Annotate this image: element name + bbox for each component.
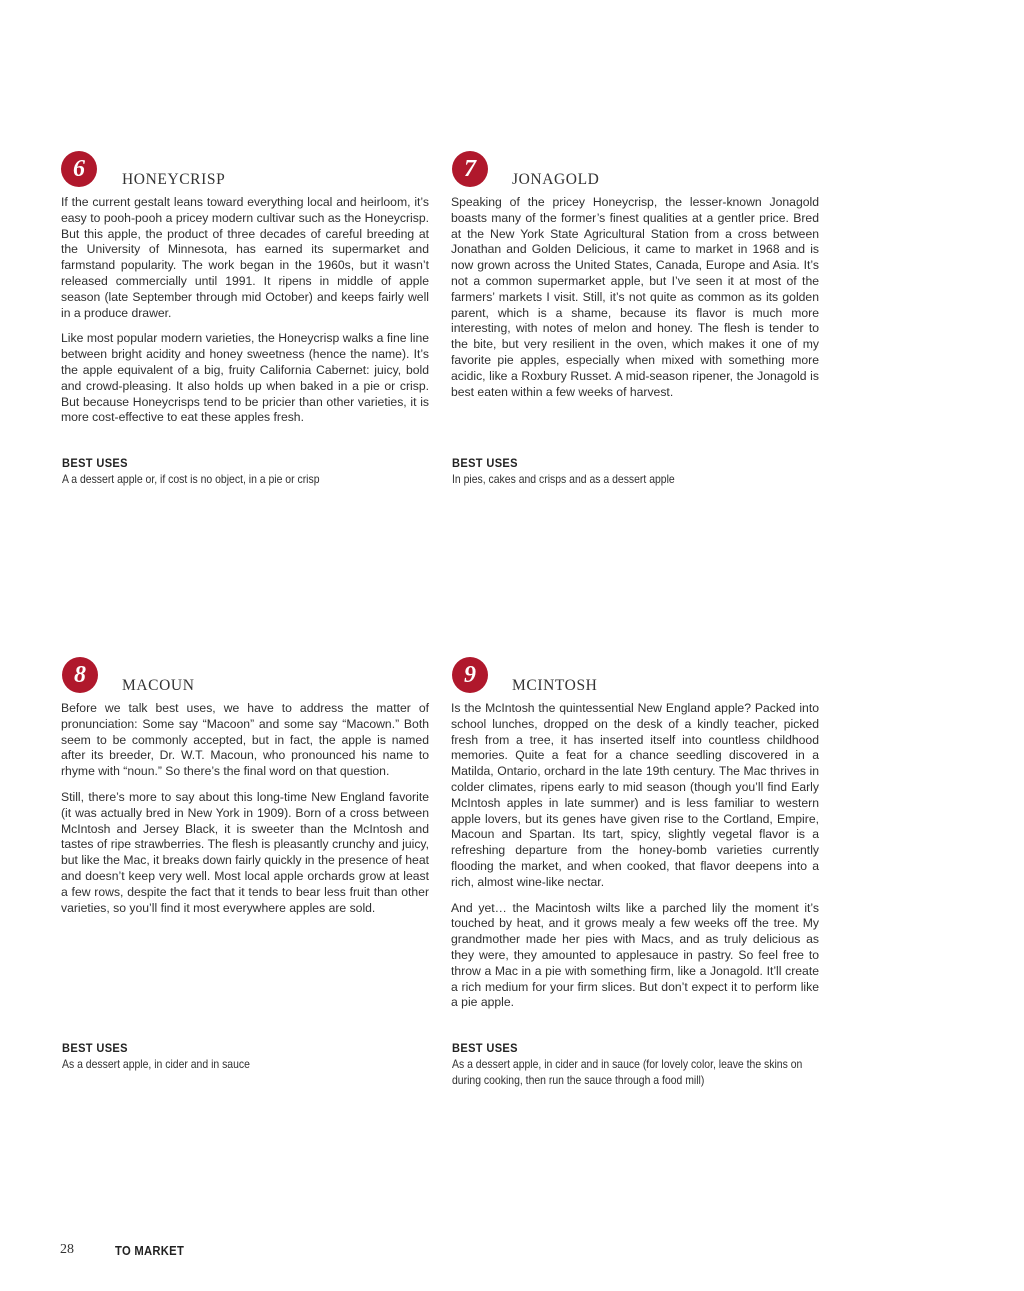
number-badge: 7 [452, 151, 488, 187]
best-uses-heading: BEST USES [62, 456, 128, 470]
best-uses-text: A a dessert apple or, if cost is no object, in a pie or crisp [62, 473, 320, 486]
section-title: TO MARKET [115, 1244, 185, 1258]
paragraph: If the current gestalt leans toward everything local and heirloom, it’s easy to pooh-pooh a pricey modern cultivar such as the Honeycrisp. But this apple, the product of three decades of careful breeding at the University of Minnesota, has earned its supermarket and farmstand popularity. The work began in the 1960s, but it wasn’t released commercially until 1991. It ripens in middle of apple season (late September through mid October) and keeps fairly well in a produce drawer. [61, 195, 429, 320]
entry-body [61, 195, 429, 436]
page-number: 28 [60, 1242, 74, 1257]
best-uses-heading: BEST USES [452, 1041, 518, 1055]
variety-name: HONEYCRISP [122, 171, 226, 188]
paragraph: Is the McIntosh the quintessential New England apple? Packed into school lunches, dropped on the desk of a kindly teacher, picked fresh from a tree, it has inserted itself into countless childhood memories. Quite a feat for a chance seedling discovered in a Matilda, Ontario, orchard in the late 19th century. The Mac thrives in colder climates, ripens early to mid season (though you’ll find Early McIntosh apples in late summer) and is less familiar to western apple lovers, but its genes have given rise to the Cortland, Empire, Macoun and Spartan. Its tart, spicy, slightly vegetal flavor is a refreshing departure from the honey-bomb varieties currently flooding the market, and when cooked, that flavor deepens into a rich, almost wine-like nectar. [451, 701, 819, 889]
best-uses-heading: BEST USES [452, 456, 518, 470]
best-uses-text: As a dessert apple, in cider and in sauce [62, 1058, 250, 1071]
variety-name: MCINTOSH [512, 677, 598, 694]
entry-body [61, 701, 429, 926]
number-badge: 8 [62, 657, 98, 693]
paragraph: Speaking of the pricey Honeycrisp, the lesser-known Jonagold boasts many of the former’s finest qualities at a gentler price. Bred at the New York State Agricultural Station from a cross between Jonathan and Golden Delicious, it came to market in 1968 and is now grown across the United States, Canada, Europe and Asia. It’s not a common supermarket apple, but I’ve seen it at most of the farmers’ markets I visit. Still, it’s not quite as common as its golden parent, which is a shame, because its flavor is much more interesting, with notes of melon and honey. The flesh is tender to the bite, but very resilient in the oven, which makes it one of my favorite pie apples, especially when mixed with something more acidic, like a Roxbury Russet. A mid-season ripener, the Jonagold is best eaten within a few weeks of harvest. [451, 195, 819, 399]
paragraph: And yet… the Macintosh wilts like a parched lily the moment it’s touched by heat, and it grows mealy a few weeks off the tree. My grandmother made her pies with Macs, and as truly delicious as they were, they amounted to applesauce in pastry. So feel free to throw a Mac in a pie with something firm, like a Jonagold. It’ll create a rich medium for your firm slices. But don’t expect it to perform like a pie apple. [451, 900, 819, 1010]
paragraph: Like most popular modern varieties, the Honeycrisp walks a fine line between bright acidity and honey sweetness (hence the name). It’s the apple equivalent of a big, fruity California Cabernet: juicy, bold and crowd-pleasing. It also holds up when baked in a pie or crisp. But because Honeycrisps tend to be pricier than other varieties, it is more cost-effective to eat these apples fresh. [61, 331, 429, 425]
entry-body [451, 701, 819, 1021]
number-badge: 9 [452, 657, 488, 693]
variety-name: MACOUN [122, 677, 195, 694]
entry-body [451, 195, 819, 410]
number-badge: 6 [61, 151, 97, 187]
best-uses-text: In pies, cakes and crisps and as a dessert apple [452, 473, 675, 486]
best-uses-text: As a dessert apple, in cider and in sauce (for lovely color, leave the skins on during cooking, then run the sauce through a food mill) [452, 1058, 803, 1087]
variety-name: JONAGOLD [512, 171, 600, 188]
paragraph: Still, there’s more to say about this long-time New England favorite (it was actually bred in New York in 1909). Born of a cross between McIntosh and Jersey Black, it is sweeter than the McIntosh and tastes of ripe strawberries. The flesh is pleasantly crunchy and juicy, but like the Mac, it breaks down fairly quickly in the presence of heat and doesn’t keep very well. Most local apple orchards grow at least a few rows, despite the fact that it tends to bear less fruit than other varieties, so you’ll find it most everywhere apples are sold. [61, 789, 429, 915]
paragraph: Before we talk best uses, we have to address the matter of pronunciation: Some say “Macoon” and some say “Macown.” Both seem to be commonly accepted, but in fact, the apple is named after its breeder, Dr. W.T. Macoun, who pronounced his name to rhyme with “noun.” So there’s the final word on that question. [61, 701, 429, 779]
best-uses-heading: BEST USES [62, 1041, 128, 1055]
